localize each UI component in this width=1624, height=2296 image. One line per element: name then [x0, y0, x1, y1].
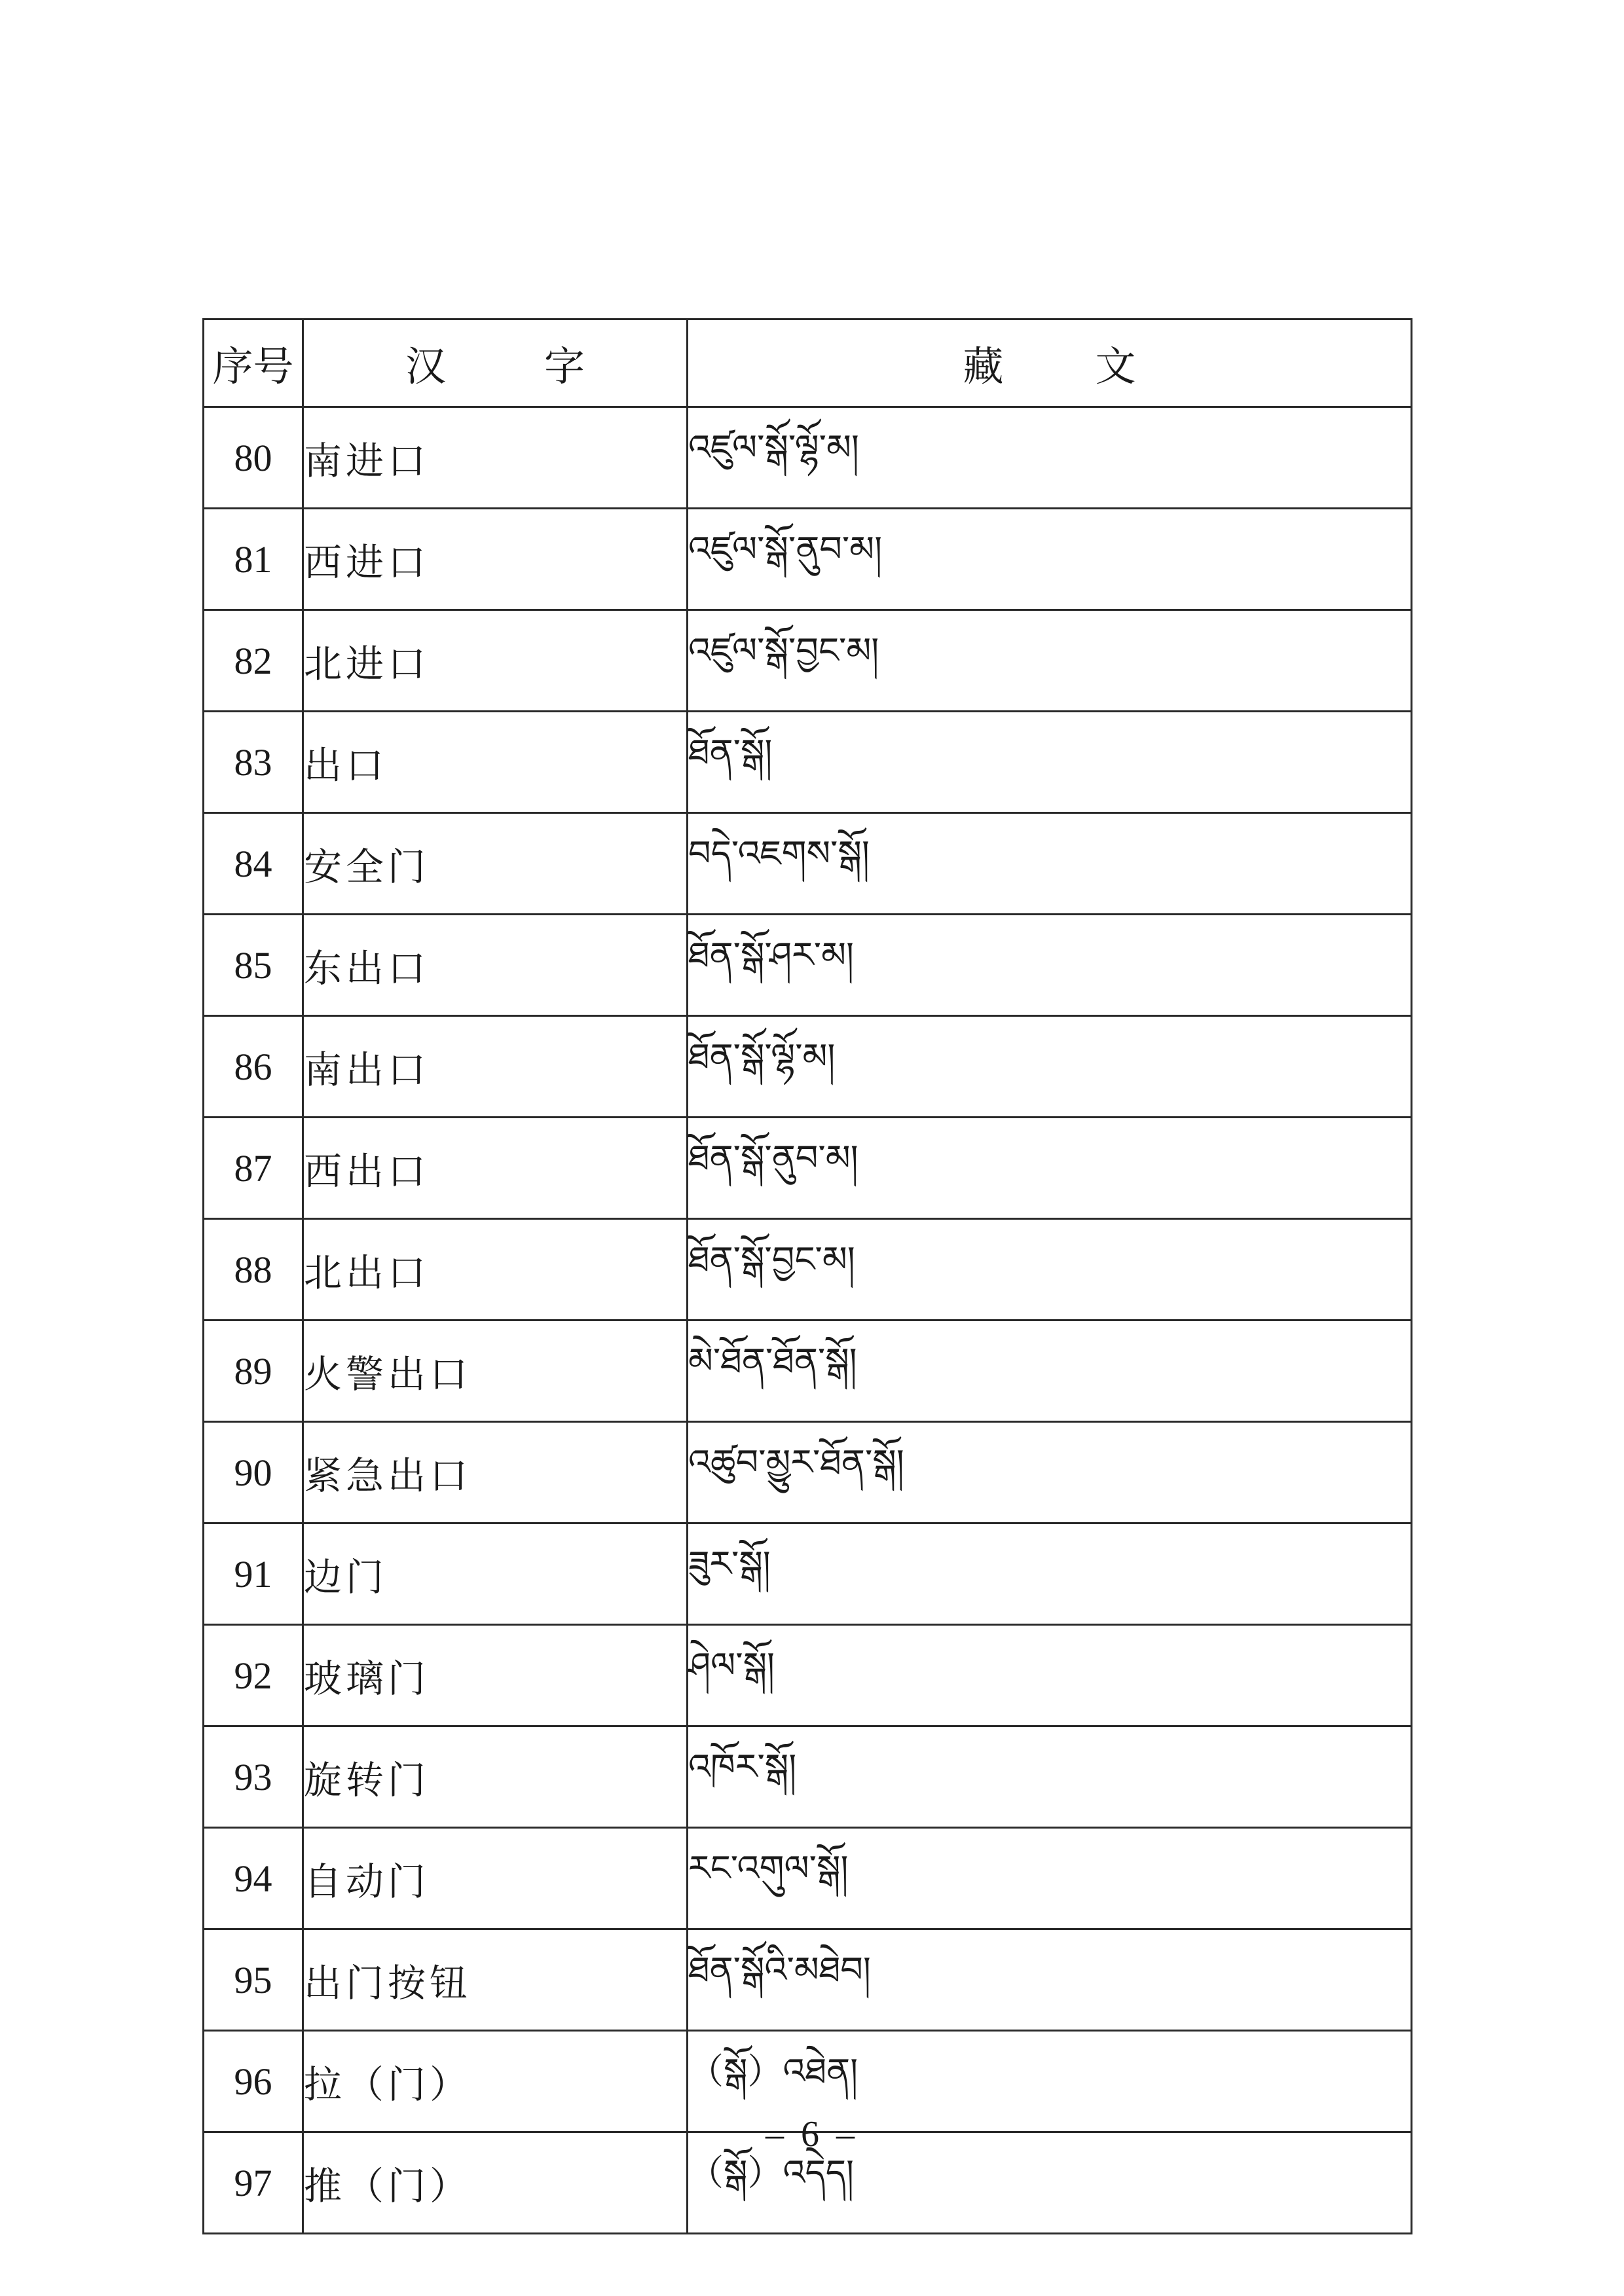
- row-chinese-term: 出门按钮: [303, 1929, 688, 2031]
- header-chinese-label-a: 汉: [405, 342, 446, 390]
- row-chinese-term: 自动门: [303, 1828, 688, 1929]
- row-tibetan-term: ཐོན་སྒོ་ནུབ་མ།: [688, 1118, 1412, 1219]
- header-tibetan-label-a: 藏: [963, 342, 1004, 390]
- header-chinese-label-b: 字: [544, 342, 585, 390]
- row-chinese-term: 出口: [303, 712, 688, 813]
- row-number: 90: [204, 1422, 303, 1523]
- header-number-label: 序号: [212, 342, 294, 390]
- glossary-table: [202, 318, 1412, 2234]
- row-chinese-term: 北进口: [303, 610, 688, 712]
- table-row: [204, 813, 1412, 915]
- header-tibetan-label-b: 文: [1095, 342, 1136, 390]
- row-chinese-term: 南进口: [303, 407, 688, 509]
- row-number: 85: [204, 915, 303, 1016]
- glossary-table-container: [202, 318, 1411, 2234]
- row-tibetan-term: ཐོན་སྒོ་ཤར་མ།: [688, 915, 1412, 1016]
- row-number: 88: [204, 1219, 303, 1321]
- table-row: [204, 1422, 1412, 1523]
- row-chinese-term: 火警出口: [303, 1321, 688, 1422]
- table-row: [204, 1726, 1412, 1828]
- row-number: 82: [204, 610, 303, 712]
- row-number: 89: [204, 1321, 303, 1422]
- row-tibetan-term: འཁོར་སྒོ།: [688, 1726, 1412, 1828]
- row-chinese-term: 推（门）: [303, 2132, 688, 2234]
- row-chinese-term: 南出口: [303, 1016, 688, 1118]
- table-row: [204, 1828, 1412, 1929]
- header-number: [204, 319, 303, 407]
- row-tibetan-term: ཐོན་སྒོ།: [688, 712, 1412, 813]
- row-number: 83: [204, 712, 303, 813]
- table-row: [204, 915, 1412, 1016]
- row-tibetan-term: མེ་ཐོན་ཐོན་སྒོ།: [688, 1321, 1412, 1422]
- header-chinese-label: [405, 334, 585, 392]
- row-tibetan-term: འཛུལ་སྒོ་ནུབ་མ།: [688, 509, 1412, 610]
- row-tibetan-term: ཟུར་སྒོ།: [688, 1523, 1412, 1625]
- row-tibetan-term: （སྒོ）འཐེན།: [688, 2031, 1412, 2132]
- table-row: [204, 1523, 1412, 1625]
- row-chinese-term: 玻璃门: [303, 1625, 688, 1726]
- header-row: [204, 319, 1412, 407]
- table-header: [204, 319, 1412, 407]
- row-chinese-term: 西出口: [303, 1118, 688, 1219]
- row-number: 95: [204, 1929, 303, 2031]
- row-tibetan-term: ཐོན་སྒོ་བྱང་མ།: [688, 1219, 1412, 1321]
- table-row: [204, 1321, 1412, 1422]
- row-chinese-term: 紧急出口: [303, 1422, 688, 1523]
- page-number: – 6 –: [766, 2114, 858, 2155]
- row-number: 80: [204, 407, 303, 509]
- table-row: [204, 1625, 1412, 1726]
- row-chinese-term: 安全门: [303, 813, 688, 915]
- row-chinese-term: 拉（门）: [303, 2031, 688, 2132]
- header-tibetan-label: [963, 334, 1135, 392]
- row-tibetan-term: ཤེལ་སྒོ།: [688, 1625, 1412, 1726]
- row-number: 91: [204, 1523, 303, 1625]
- row-tibetan-term: འཛུལ་སྒོ་ལྷོ་མ།: [688, 407, 1412, 509]
- row-tibetan-term: ཐོན་སྒོ་ལྷོ་མ།: [688, 1016, 1412, 1118]
- row-chinese-term: 西进口: [303, 509, 688, 610]
- row-number: 84: [204, 813, 303, 915]
- row-chinese-term: 边门: [303, 1523, 688, 1625]
- row-tibetan-term: （སྒོ）འདེད།: [688, 2132, 1412, 2234]
- row-number: 94: [204, 1828, 303, 1929]
- row-number: 87: [204, 1118, 303, 1219]
- table-row: [204, 1118, 1412, 1219]
- table-body: [204, 407, 1412, 2234]
- row-number: 86: [204, 1016, 303, 1118]
- header-tibetan: [688, 319, 1412, 407]
- row-number: 81: [204, 509, 303, 610]
- table-row: [204, 407, 1412, 509]
- row-number: 92: [204, 1625, 303, 1726]
- row-tibetan-term: འཚུབ་མྱུར་ཐོན་སྒོ།: [688, 1422, 1412, 1523]
- table-row: [204, 509, 1412, 610]
- table-row: [204, 712, 1412, 813]
- row-tibetan-term: རང་འགུལ་སྒོ།: [688, 1828, 1412, 1929]
- table-row: [204, 1929, 1412, 2031]
- table-row: [204, 1016, 1412, 1118]
- row-number: 97: [204, 2132, 303, 2234]
- row-tibetan-term: བདེ་འཇགས་སྒོ།: [688, 813, 1412, 915]
- row-chinese-term: 东出口: [303, 915, 688, 1016]
- row-number: 96: [204, 2031, 303, 2132]
- row-tibetan-term: ཐོན་སྒོའི་མཐེབ།: [688, 1929, 1412, 2031]
- table-row: [204, 1219, 1412, 1321]
- header-chinese: [303, 319, 688, 407]
- row-chinese-term: 旋转门: [303, 1726, 688, 1828]
- table-row: [204, 610, 1412, 712]
- row-chinese-term: 北出口: [303, 1219, 688, 1321]
- row-number: 93: [204, 1726, 303, 1828]
- row-tibetan-term: འཛུལ་སྒོ་བྱང་མ།: [688, 610, 1412, 712]
